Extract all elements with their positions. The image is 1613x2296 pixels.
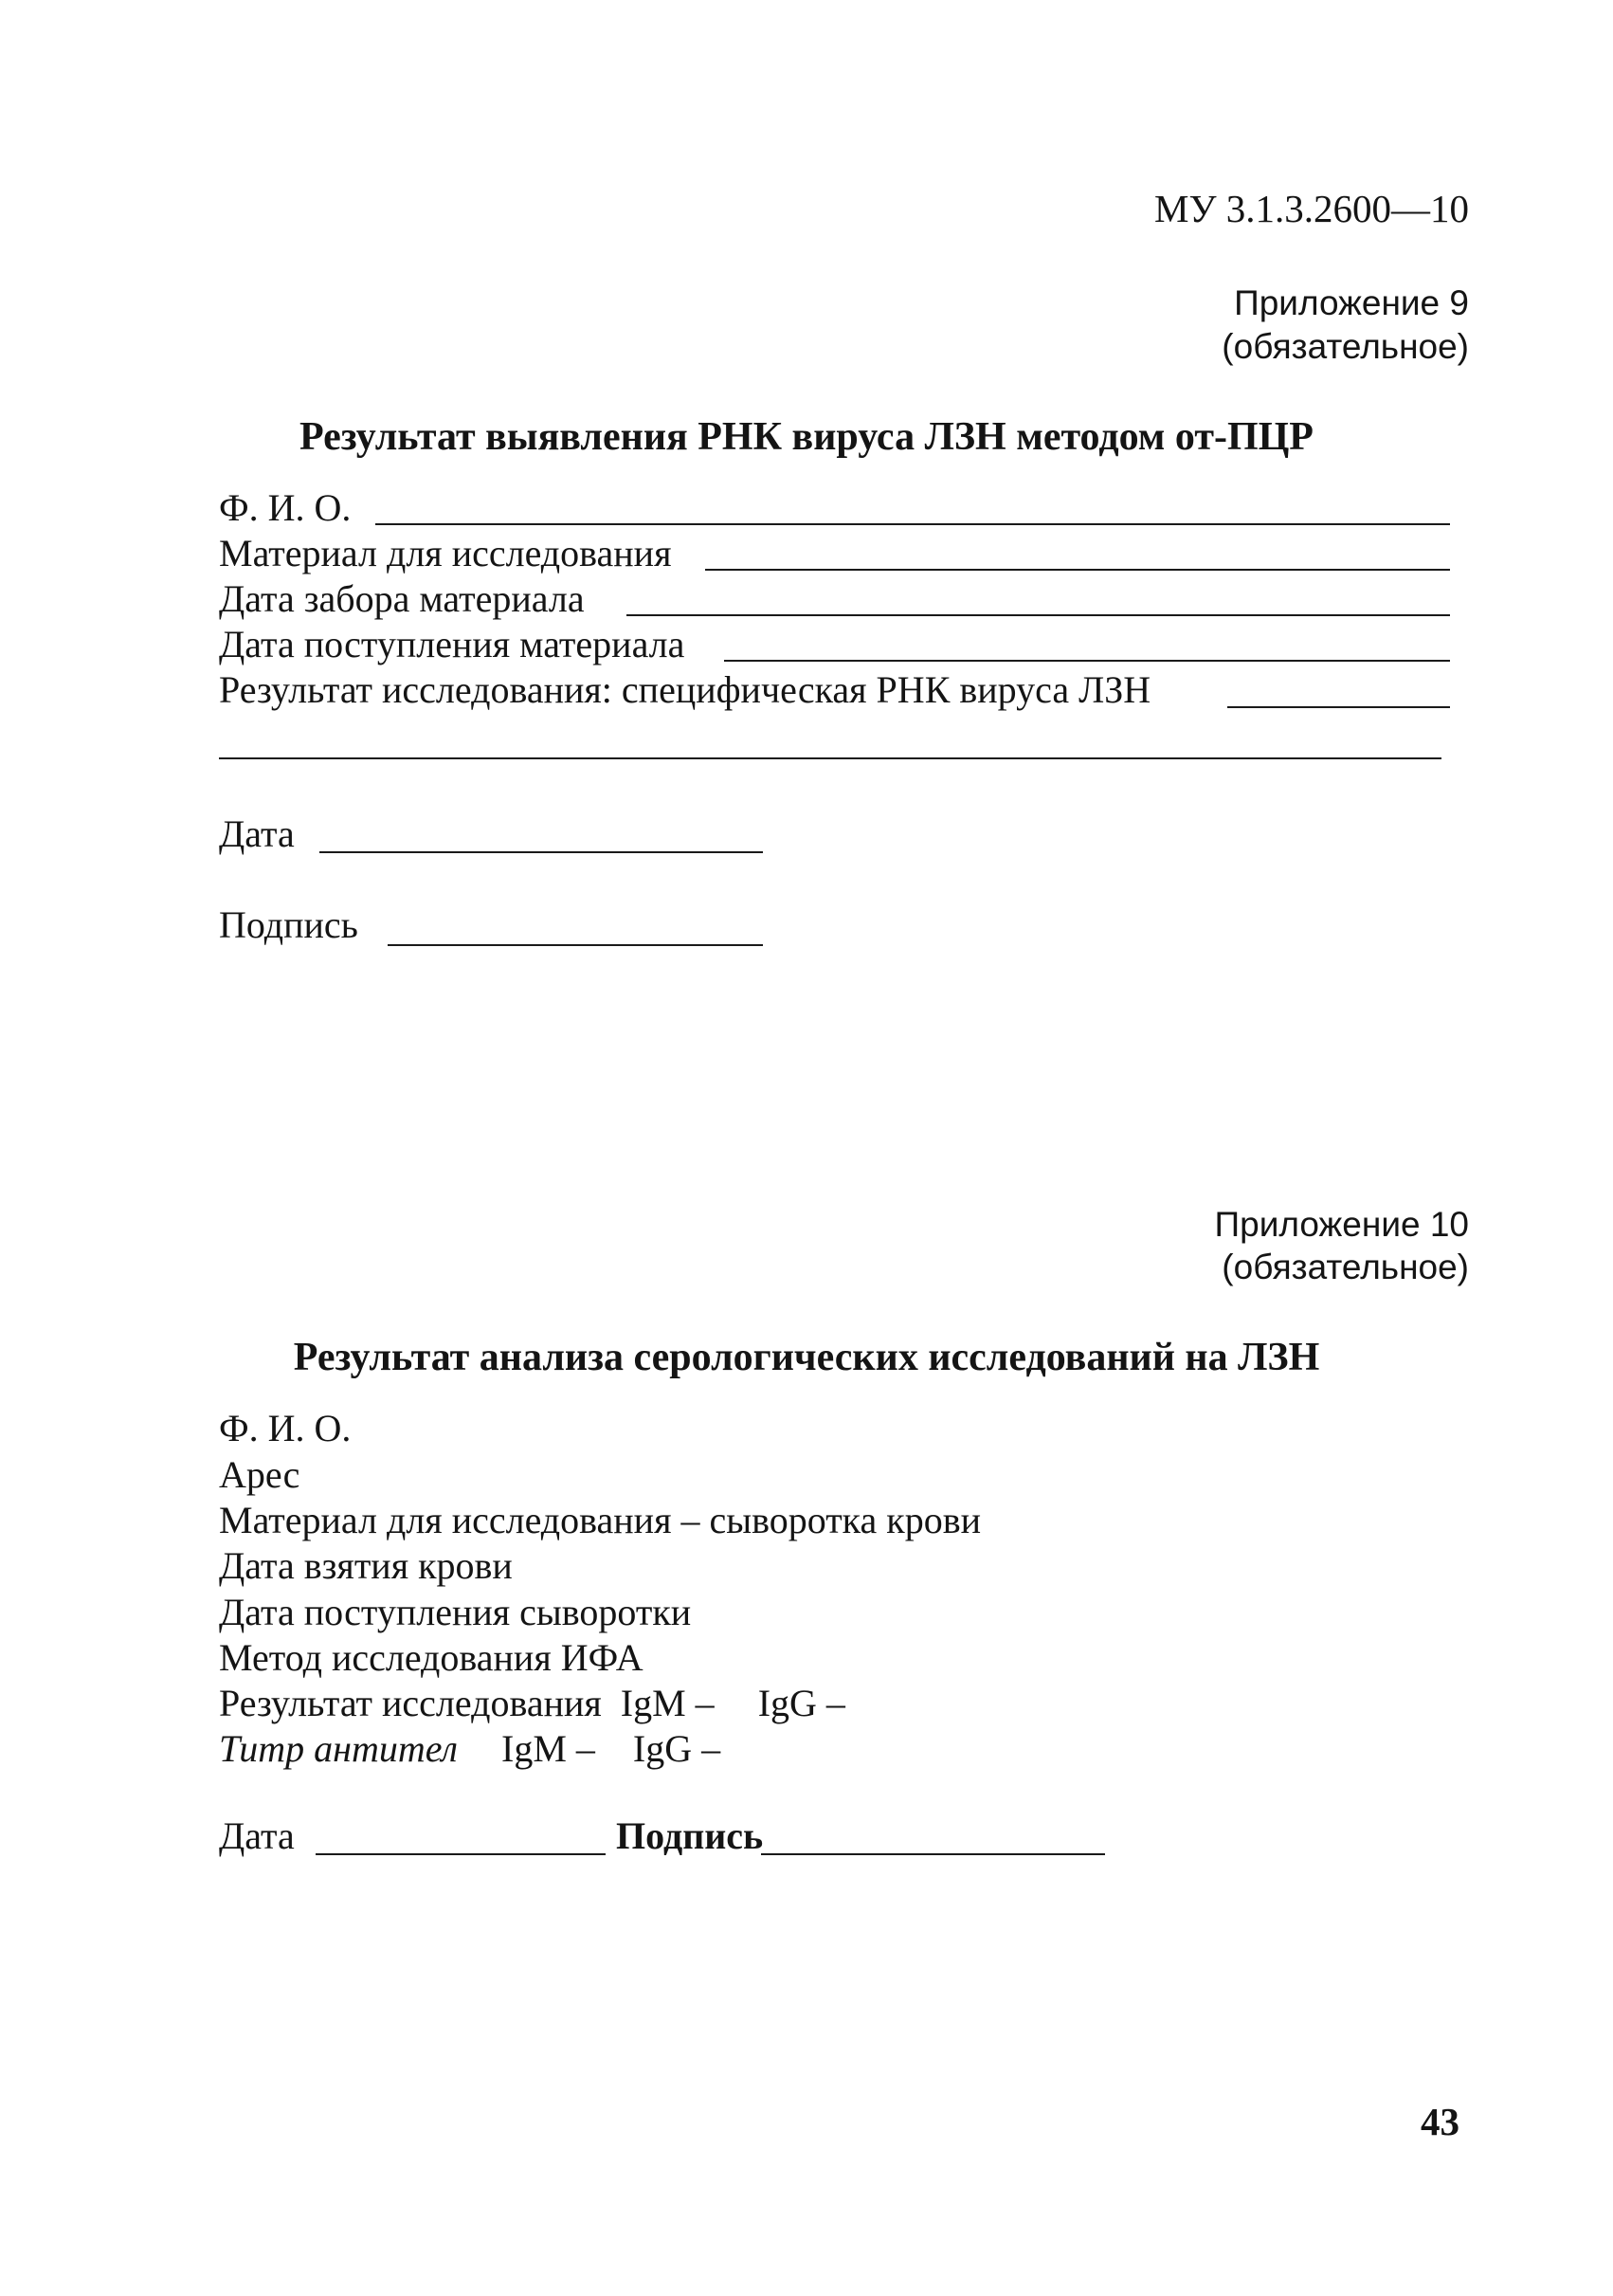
titer-igg: IgG –: [632, 1727, 721, 1770]
date-label: Дата: [219, 812, 295, 855]
appendix-9-status: (обязательное): [1222, 327, 1469, 366]
fio-blank-line: [375, 523, 1450, 525]
fio-label-2: Ф. И. О.: [219, 1407, 352, 1449]
signature-blank-line: [388, 944, 763, 946]
date-blank-line-2: [316, 1853, 606, 1855]
date-blank-line: [319, 851, 763, 853]
collection-date-blank-line: [626, 614, 1450, 616]
material-label: Материал для исследования: [219, 532, 672, 574]
appendix-10-label: Приложение 10: [1214, 1205, 1469, 1244]
titer-igm: IgM –: [501, 1727, 595, 1770]
result-igm: IgM –: [620, 1682, 715, 1724]
signature-blank-line-2: [761, 1853, 1105, 1855]
blood-date-label: Дата взятия крови: [219, 1544, 513, 1587]
titer-row: [219, 1726, 720, 1772]
result-blank-line: [1227, 706, 1450, 708]
receipt-date-label: Дата поступления материала: [219, 623, 685, 665]
result-continuation-line: [219, 757, 1441, 759]
appendix-9-title: Результат выявления РНК вируса ЛЗН методом от-ПЦР: [299, 415, 1314, 459]
signature-label-2: Подпись: [616, 1814, 764, 1857]
appendix-10-title: Результат анализа серологических исследований на ЛЗН: [293, 1336, 1320, 1379]
document-code: МУ 3.1.3.2600—10: [1154, 187, 1469, 230]
material-serum-label: Материал для исследования – сыворотка крови: [219, 1499, 981, 1541]
receipt-date-blank-line: [724, 660, 1450, 662]
result-label: Результат исследования: специфическая РНК вируса ЛЗН: [219, 668, 1151, 711]
serum-date-label: Дата поступления сыворотки: [219, 1591, 692, 1633]
address-label: Арес: [219, 1453, 300, 1496]
material-blank-line: [705, 569, 1450, 571]
page-number: 43: [1421, 2100, 1459, 2143]
result-row: [219, 1681, 845, 1726]
appendix-9-label: Приложение 9: [1234, 283, 1469, 322]
signature-label: Подпись: [219, 903, 358, 946]
method-label: Метод исследования ИФА: [219, 1636, 643, 1679]
fio-label: Ф. И. О.: [219, 486, 352, 529]
titer-label: Титр антител: [219, 1727, 458, 1770]
result-row-label: Результат исследования: [219, 1682, 602, 1724]
result-igg: IgG –: [757, 1682, 845, 1724]
appendix-10-status: (обязательное): [1222, 1248, 1469, 1286]
collection-date-label: Дата забора материала: [219, 577, 585, 620]
date-label-2: Дата: [219, 1814, 295, 1857]
